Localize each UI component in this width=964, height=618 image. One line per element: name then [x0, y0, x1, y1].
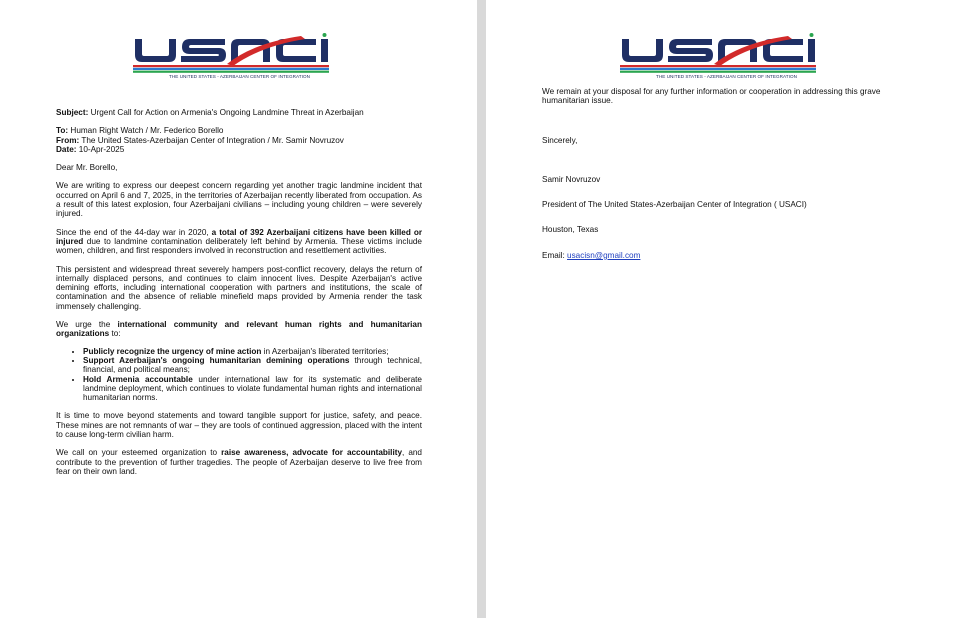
to-text: Human Right Watch / Mr. Federico Borello	[68, 126, 224, 136]
letter-body	[56, 108, 422, 476]
from-label: From:	[56, 135, 80, 145]
paragraph-2	[56, 228, 422, 256]
paragraph-4	[56, 320, 422, 339]
paragraph-5: It is time to move beyond statements and toward tangible support for justice, safety, and peace. These mines are not remnants of war – they are tools of continued aggression, placed with the intent to cause long-term civilian harm.	[56, 411, 422, 440]
closing: Sincerely,	[542, 135, 578, 145]
usaci-logo	[133, 33, 346, 83]
logo-tagline: THE UNITED STATES - AZERBAIJAN CENTER OF INTEGRATION	[656, 74, 797, 79]
from-text: The United States-Azerbaijan Center of Integration / Mr. Samir Novruzov	[79, 135, 344, 145]
paragraph-6-c: , and contribute to the prevention of further tragedies. The people of Azerbaijan deserve to live free from fear on their own land.	[56, 448, 422, 476]
list-item	[83, 356, 422, 375]
date-label: Date:	[56, 144, 77, 154]
action-list	[56, 347, 422, 403]
to-label: To:	[56, 126, 69, 136]
list-item-text: through technical, financial, and political means;	[83, 355, 422, 375]
list-item-bold: Hold Armenia accountable	[83, 374, 193, 384]
paragraph-1: We are writing to express our deepest concern regarding yet another tragic landmine incident that occurred on April 6 and 7, 2025, in the territories of Azerbaijan recently liberated from occupation. As a result of this latest explosion, four Azerbaijani civilians – including young children – were severely injured.	[56, 181, 422, 219]
paragraph-2-bold: a total of 392 Azerbaijani citizens have been killed or injured	[56, 227, 423, 246]
signer-name: Samir Novruzov	[542, 174, 601, 184]
paragraph-2-a: Since the end of the 44-day war in 2020,	[56, 227, 212, 237]
signer-location: Houston, Texas	[542, 225, 599, 235]
signer-title: President of The United States-Azerbaijan Center of Integration ( USACI)	[542, 200, 807, 210]
paragraph-3: This persistent and widespread threat severely hampers post-conflict recovery, delays the return of internally displaced persons, and continues to claim innocent lives. Despite Azerbaijan's active demining efforts, including international cooperation with partners and institutions, the scale of contamination and the absence of reliable minefield maps provided by Armenia render the task immensely challenging.	[56, 264, 422, 311]
list-item	[83, 375, 422, 403]
from-line	[56, 136, 422, 145]
logo-tagline: THE UNITED STATES - AZERBAIJAN CENTER OF INTEGRATION	[169, 74, 310, 79]
letter-body-continued	[542, 87, 914, 260]
paragraph-7: We remain at your disposal for any further information or cooperation in addressing this grave humanitarian issue.	[542, 87, 881, 106]
paragraph-6	[56, 448, 422, 476]
list-item-bold: Publicly recognize the urgency of mine action	[83, 346, 262, 356]
subject-line	[56, 108, 422, 117]
email-line	[542, 251, 914, 260]
usaci-logo-mark	[133, 33, 346, 75]
email-link[interactable]: usacisn@gmail.com	[567, 250, 641, 260]
to-line	[56, 126, 422, 135]
paragraph-4-a: We urge the	[56, 320, 118, 330]
paragraph-4-c: to:	[109, 329, 121, 339]
paragraph-2-c: due to landmine contamination deliberately left behind by Armenia. These victims include women, children, and first responders involved in reconstruction and resettlement activities.	[56, 236, 422, 256]
date-line	[56, 145, 422, 154]
list-item-bold: Support Azerbaijan's ongoing humanitarian demining operations	[83, 355, 350, 365]
paragraph-4-bold: international community and relevant human rights and humanitarian organizations	[56, 320, 422, 339]
subject-text: Urgent Call for Action on Armenia's Ongoing Landmine Threat in Azerbaijan	[88, 108, 364, 117]
paragraph-6-bold: raise awareness, advocate for accountability	[221, 448, 402, 458]
usaci-logo	[620, 33, 833, 83]
salutation: Dear Mr. Borello,	[56, 163, 118, 173]
page-1	[0, 0, 477, 618]
subject-label: Subject:	[56, 108, 89, 117]
email-label: Email:	[542, 250, 568, 260]
list-item-text: in Azerbaijan's liberated territories;	[261, 346, 389, 356]
usaci-logo-mark	[620, 33, 833, 75]
list-item	[83, 347, 422, 356]
page-2	[486, 0, 964, 618]
list-item-text: under international law for its systematic and deliberate landmine deployment, which continues to violate fundamental human rights and international humanitarian norms.	[83, 374, 422, 403]
date-text: 10-Apr-2025	[76, 144, 125, 154]
paragraph-6-a: We call on your esteemed organization to	[56, 448, 222, 458]
